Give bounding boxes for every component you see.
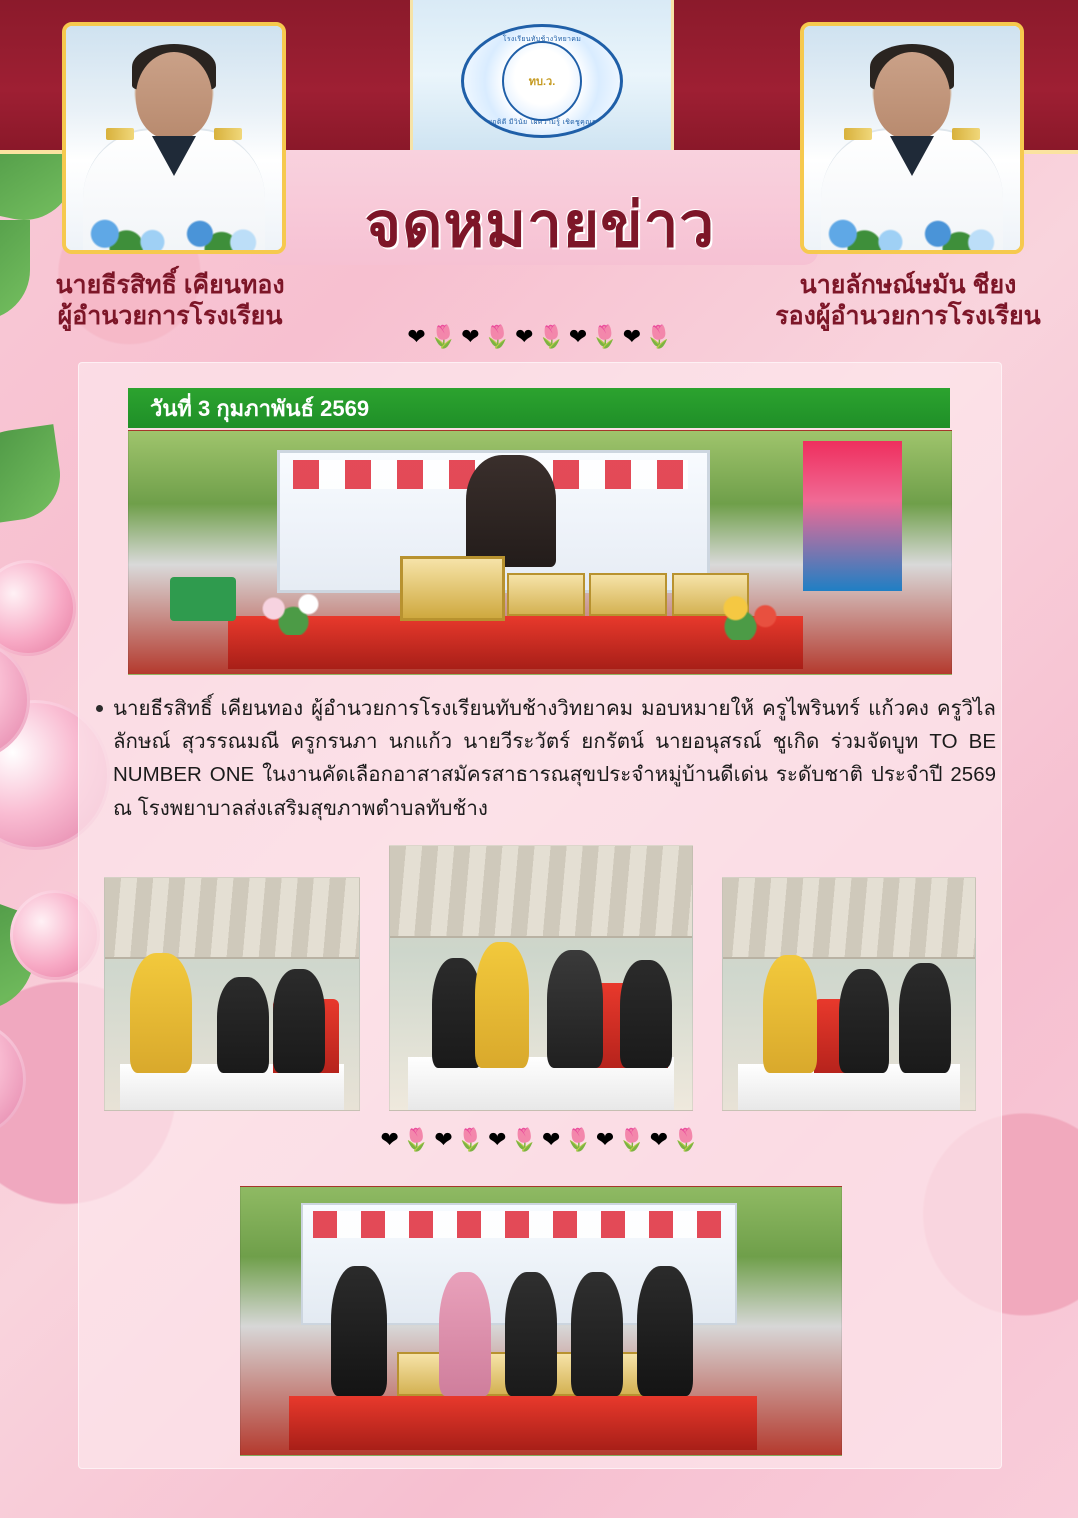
- director-portrait: [62, 22, 286, 254]
- bullet-icon: [96, 705, 103, 712]
- tulip-icon: 🌷: [618, 1127, 646, 1152]
- school-logo-center-text: ทบ.ว.: [502, 41, 582, 121]
- tulip-icon: 🌷: [564, 1127, 592, 1152]
- newsletter-header: [0, 0, 1078, 331]
- director-name: นายธีรสิทธิ์ เคียนทอง: [55, 271, 285, 299]
- heart-icon: ❤: [380, 1127, 399, 1152]
- deputy-director-name-plate: [756, 270, 1060, 333]
- tulip-icon: 🌷: [510, 1127, 538, 1152]
- heart-icon: ❤: [542, 1127, 561, 1152]
- heart-icon: ❤: [434, 1127, 453, 1152]
- heart-icon: ❤: [515, 324, 534, 349]
- deputy-director-portrait-photo: [804, 26, 1020, 250]
- heart-icon: ❤: [568, 324, 588, 349]
- school-logo-icon: [461, 24, 623, 138]
- heart-icon: ❤: [407, 324, 426, 349]
- page-title: จดหมายข่าว: [364, 191, 716, 260]
- tulip-icon: 🌷: [591, 324, 619, 349]
- deputy-director-portrait: [800, 22, 1024, 254]
- tulip-icon: 🌷: [645, 324, 673, 349]
- heart-icon: ❤: [595, 1127, 615, 1152]
- event-photo-center: [389, 845, 693, 1111]
- heart-icon: ❤: [649, 1127, 669, 1152]
- date-label: วันที่ 3 กุมภาพันธ์ 2569: [150, 395, 370, 421]
- flower-divider-middle: [270, 1125, 810, 1155]
- director-name-plate: [18, 270, 322, 333]
- tulip-icon: 🌷: [429, 324, 458, 349]
- deputy-director-name: นายลักษณ์ษมัน ชียง: [799, 271, 1017, 299]
- tulip-icon: 🌷: [672, 1127, 700, 1152]
- director-role: ผู้อำนวยการโรงเรียน: [57, 302, 283, 331]
- heart-icon: ❤: [461, 324, 480, 349]
- school-logo-top-text: โรงเรียนทับช้างวิทยาคม: [502, 36, 582, 43]
- event-photo-left: [104, 877, 360, 1111]
- heart-icon: ❤: [622, 324, 642, 349]
- school-logo-bottom-text: ประพฤติดี มีวินัย ใฝ่ความรู้ เชิดชูคุณธรรม: [474, 119, 610, 126]
- event-photo-right: [722, 877, 976, 1111]
- article-body-text: นายธีรสิทธิ์ เคียนทอง ผู้อำนวยการโรงเรียนทับช้างวิทยาคม มอบหมายให้ ครูไพรินทร์ แก้วคง ครูวิไลลักษณ์ สุวรรณมณี ครูกรนภา นกแก้ว นายวีระวัตร์ ยกรัตน์ นายอนุสรณ์ ชูเกิด ร่วมจัดบูท TO BE NUMBER ONE ในงานคัดเลือกอาสาสมัครสาธารณสุขประจำหมู่บ้านดีเด่น ระดับชาติ ประจำปี 2569 ณ โรงพยาบาลส่งเสริมสุขภาพตำบลทับช้าง: [113, 697, 996, 820]
- group-photo: [240, 1186, 842, 1456]
- flower-divider-top: [310, 322, 770, 352]
- deputy-director-role: รองผู้อำนวยการโรงเรียน: [775, 302, 1041, 331]
- tulip-icon: 🌷: [402, 1127, 431, 1152]
- director-portrait-photo: [66, 26, 282, 250]
- tulip-icon: 🌷: [537, 324, 565, 349]
- tulip-icon: 🌷: [483, 324, 512, 349]
- article-body-block: [96, 692, 996, 825]
- main-event-photo: [128, 430, 952, 675]
- heart-icon: ❤: [488, 1127, 507, 1152]
- date-bar: [128, 388, 950, 428]
- tulip-icon: 🌷: [456, 1127, 485, 1152]
